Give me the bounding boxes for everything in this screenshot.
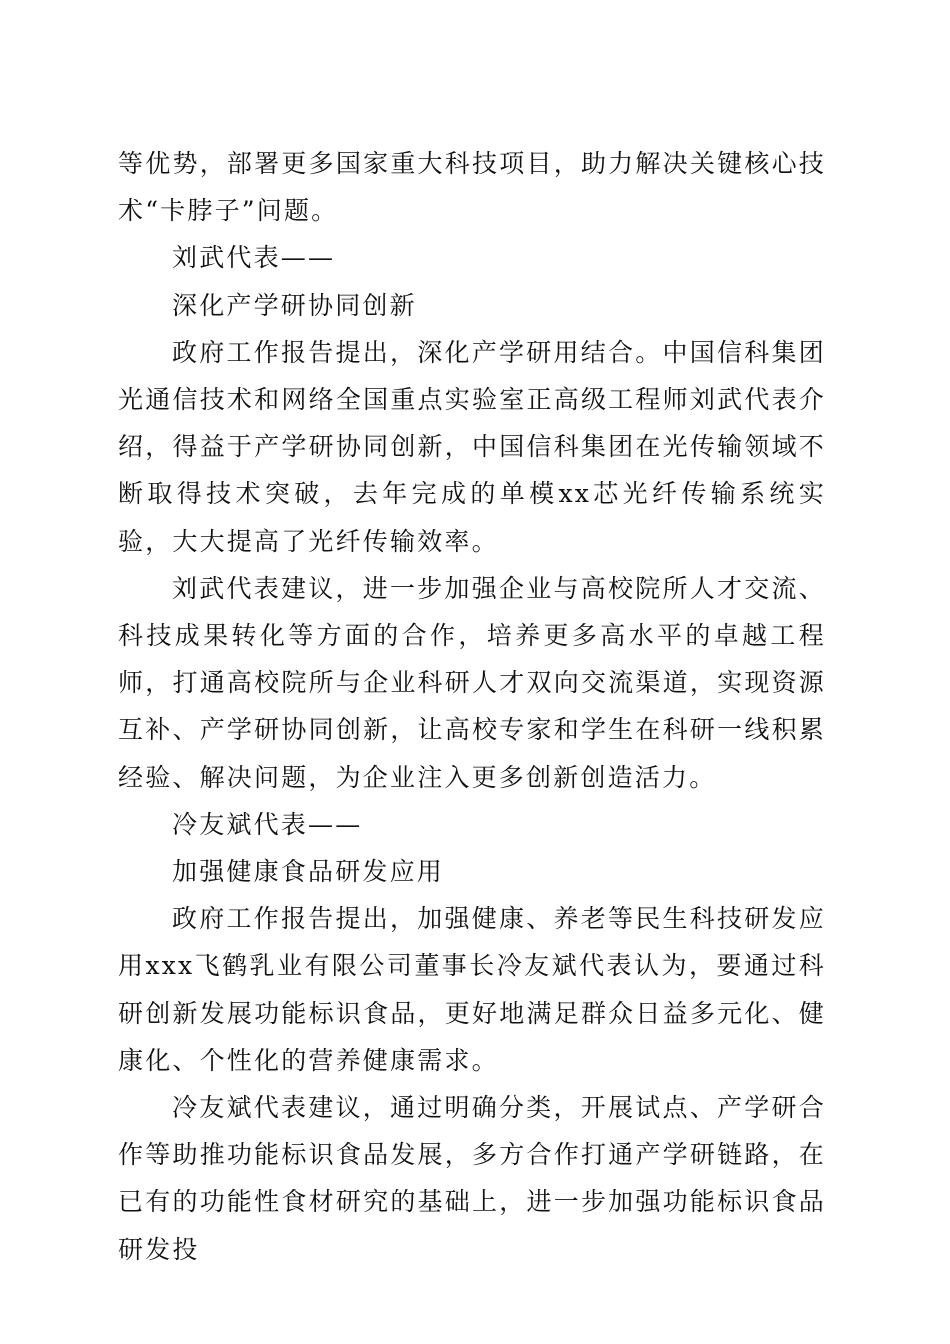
section-subheading-collaborative-innovation: 深化产学研协同创新 — [172, 290, 417, 320]
paragraph: 政府工作报告提出，加强健康、养老等民生科技研发应用xxx飞鹤乳业有限公司董事长冷友斌代表认为，要通过科研创新发展功能标识食品，更好地满足群众日益多元化、健康化、个性化的营养健康需求。 — [118, 904, 826, 1075]
paragraph-continuation: 等优势，部署更多国家重大科技项目，助力解决关键核心技术“卡脖子”问题。 — [118, 149, 826, 226]
paragraph: 刘武代表建议，进一步加强企业与高校院所人才交流、科技成果转化等方面的合作，培养更多高水平的卓越工程师，打通高校院所与企业科研人才双向交流渠道，实现资源互补、产学研协同创新，让高校专家和学生在科研一线积累经验、解决问题，为企业注入更多创新创造活力。 — [118, 573, 826, 792]
document-body — [118, 140, 826, 1273]
section-heading-speaker-leng-youbin: 冷友斌代表—— — [172, 809, 363, 839]
paragraph: 冷友斌代表建议，通过明确分类，开展试点、产学研合作等助推功能标识食品发展，多方合作打通产学研链路，在已有的功能性食材研究的基础上，进一步加强功能标识食品研发投 — [118, 1093, 826, 1264]
paragraph: 政府工作报告提出，深化产学研用结合。中国信科集团光通信技术和网络全国重点实验室正高级工程师刘武代表介绍，得益于产学研协同创新，中国信科集团在光传输领域不断取得技术突破，去年完成的单模xx芯光纤传输系统实验，大大提高了光纤传输效率。 — [118, 337, 826, 556]
section-subheading-health-food: 加强健康食品研发应用 — [172, 857, 445, 887]
section-heading-speaker-liu-wu: 刘武代表—— — [172, 243, 336, 273]
